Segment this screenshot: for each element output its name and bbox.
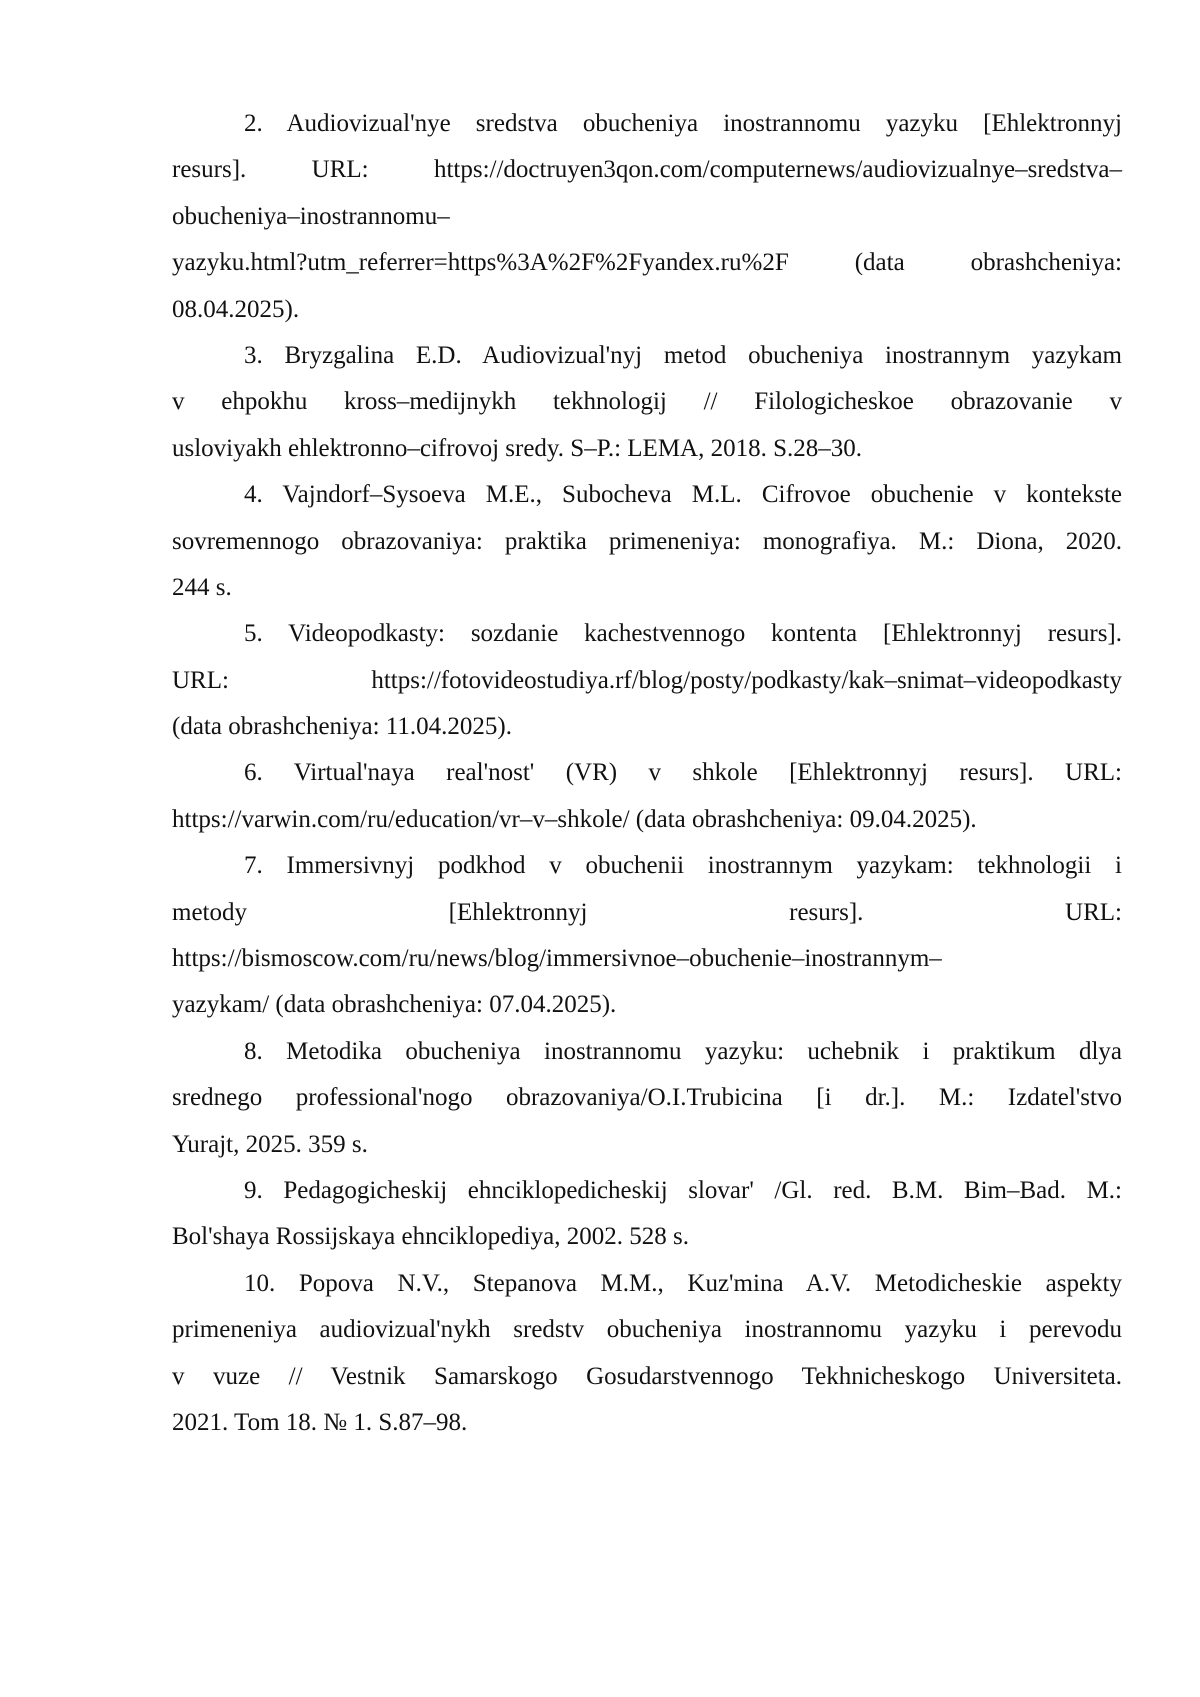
reference-line: sovremennogo obrazovaniya: praktika primeneniya: monografiya. M.: Diona, 2020. — [172, 519, 1122, 565]
reference-line: Yurajt, 2025. 359 s. — [172, 1122, 1122, 1168]
reference-line: resurs]. URL: https://doctruyen3qon.com/computernews/audiovizualnye–sredstva– — [172, 147, 1122, 193]
reference-line: v ehpokhu kross–medijnykh tekhnologij // Filologicheskoe obrazovanie v — [172, 379, 1122, 425]
reference-entry — [172, 333, 1122, 472]
reference-line: 08.04.2025). — [172, 287, 1122, 333]
reference-line: https://bismoscow.com/ru/news/blog/immersivnoe–obuchenie–inostrannym– — [172, 936, 1122, 982]
reference-line: Bol'shaya Rossijskaya ehnciklopediya, 2002. 528 s. — [172, 1214, 1122, 1260]
reference-line: 9. Pedagogicheskij ehnciklopedicheskij slovar' /Gl. red. B.M. Bim–Bad. M.: — [172, 1168, 1122, 1214]
reference-entry — [172, 101, 1122, 333]
reference-entry — [172, 1168, 1122, 1261]
reference-line: 4. Vajndorf–Sysoeva M.E., Subocheva M.L. Cifrovoe obuchenie v kontekste — [172, 472, 1122, 518]
reference-line: v vuze // Vestnik Samarskogo Gosudarstvennogo Tekhnicheskogo Universiteta. — [172, 1354, 1122, 1400]
reference-line: yazykam/ (data obrashcheniya: 07.04.2025). — [172, 982, 1122, 1028]
reference-line: 6. Virtual'naya real'nost' (VR) v shkole [Ehlektronnyj resurs]. URL: — [172, 750, 1122, 796]
reference-line: yazyku.html?utm_referrer=https%3A%2F%2Fyandex.ru%2F (data obrashcheniya: — [172, 240, 1122, 286]
reference-line: primeneniya audiovizual'nykh sredstv obucheniya inostrannomu yazyku i perevodu — [172, 1307, 1122, 1353]
reference-entry — [172, 1261, 1122, 1447]
reference-line: srednego professional'nogo obrazovaniya/O.I.Trubicina [i dr.]. M.: Izdatel'stvo — [172, 1075, 1122, 1121]
reference-line: 5. Videopodkasty: sozdanie kachestvennogo kontenta [Ehlektronnyj resurs]. — [172, 611, 1122, 657]
reference-line: 7. Immersivnyj podkhod v obuchenii inostrannym yazykam: tekhnologii i — [172, 843, 1122, 889]
reference-list — [172, 101, 1122, 1446]
reference-line: 2021. Tom 18. № 1. S.87–98. — [172, 1400, 1122, 1446]
reference-entry — [172, 1029, 1122, 1168]
reference-entry — [172, 750, 1122, 843]
reference-entry — [172, 472, 1122, 611]
reference-line: (data obrashcheniya: 11.04.2025). — [172, 704, 1122, 750]
reference-line: 8. Metodika obucheniya inostrannomu yazyku: uchebnik i praktikum dlya — [172, 1029, 1122, 1075]
reference-line: usloviyakh ehlektronno–cifrovoj sredy. S–P.: LEMA, 2018. S.28–30. — [172, 426, 1122, 472]
reference-line: 3. Bryzgalina E.D. Audiovizual'nyj metod obucheniya inostrannym yazykam — [172, 333, 1122, 379]
reference-line: https://varwin.com/ru/education/vr–v–shkole/ (data obrashcheniya: 09.04.2025). — [172, 797, 1122, 843]
reference-line: metody [Ehlektronnyj resurs]. URL: — [172, 890, 1122, 936]
reference-line: 244 s. — [172, 565, 1122, 611]
reference-entry — [172, 843, 1122, 1029]
reference-line: URL: https://fotovideostudiya.rf/blog/posty/podkasty/kak–snimat–videopodkasty — [172, 658, 1122, 704]
reference-entry — [172, 611, 1122, 750]
reference-line: obucheniya–inostrannomu– — [172, 194, 1122, 240]
reference-line: 2. Audiovizual'nye sredstva obucheniya inostrannomu yazyku [Ehlektronnyj — [172, 101, 1122, 147]
reference-line: 10. Popova N.V., Stepanova M.M., Kuz'mina A.V. Metodicheskie aspekty — [172, 1261, 1122, 1307]
